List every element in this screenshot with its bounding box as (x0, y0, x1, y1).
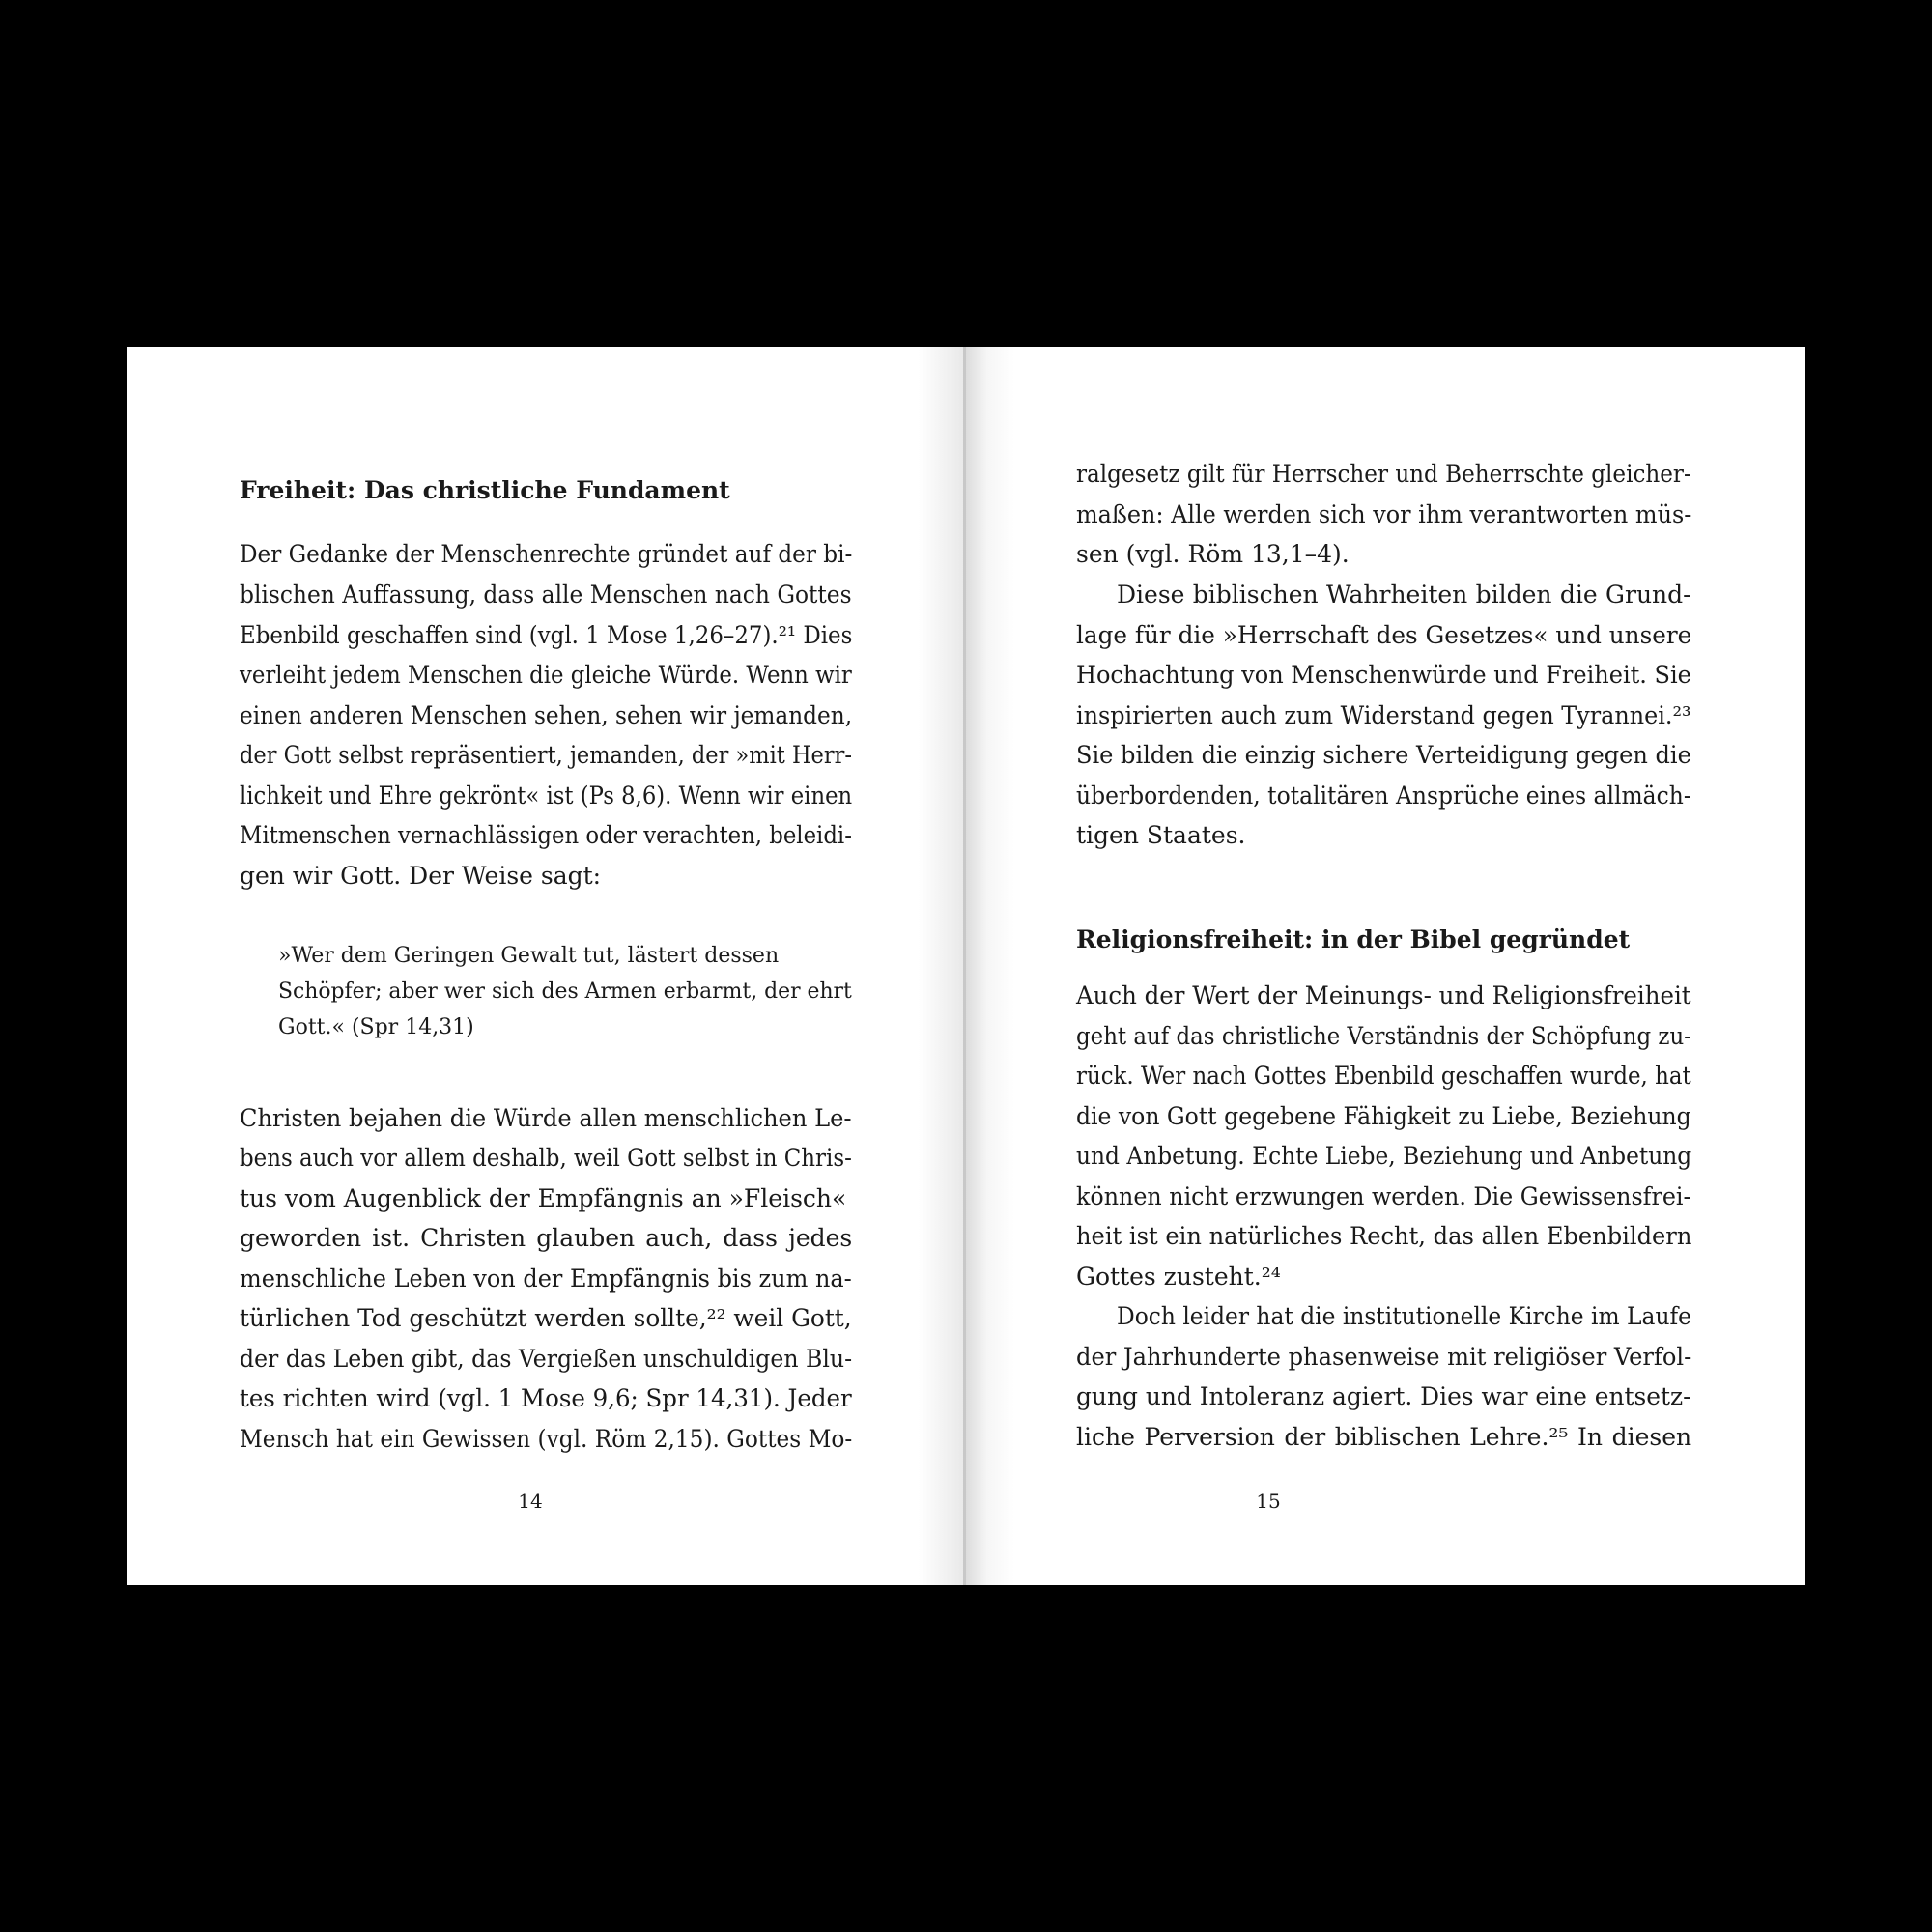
text-line: einen anderen Menschen sehen, sehen wir jemanden, (240, 701, 853, 729)
text-line: lichkeit und Ehre gekrönt« ist (Ps 8,6). Wenn wir einen (240, 781, 853, 810)
text-line: türlichen Tod geschützt werden sollte,²² weil Gott, (240, 1304, 852, 1332)
text-line: Hochachtung von Menschenwürde und Freiheit. Sie (1076, 661, 1691, 689)
text-line: maßen: Alle werden sich vor ihm verantworten müs- (1076, 500, 1692, 528)
section-heading: Freiheit: Das christliche Fundament (240, 476, 730, 504)
text-line: Mitmenschen vernachlässigen oder verachten, beleidi- (240, 821, 852, 849)
text-line: ralgesetz gilt für Herrscher und Beherrschte gleicher- (1076, 460, 1691, 488)
text-line: Auch der Wert der Meinungs- und Religionsfreiheit (1076, 981, 1691, 1009)
text-line: Der Gedanke der Menschenrechte gründet auf der bi- (240, 540, 853, 568)
text-line: tus vom Augenblick der Empfängnis an »Fleisch« (240, 1184, 847, 1212)
text-line: tes richten wird (vgl. 1 Mose 9,6; Spr 14,31). Jeder (240, 1384, 852, 1412)
text-line: geht auf das christliche Verständnis der Schöpfung zu- (1076, 1022, 1691, 1050)
quote-line: Gott.« (Spr 14,31) (278, 1015, 474, 1039)
text-line: lage für die »Herrschaft des Gesetzes« und unsere (1076, 621, 1692, 649)
left-page (127, 347, 963, 1585)
text-line: Gottes zusteht.²⁴ (1076, 1263, 1281, 1291)
text-line: gen wir Gott. Der Weise sagt: (240, 862, 602, 890)
text-line: gung und Intoleranz agiert. Dies war eine entsetz- (1076, 1382, 1691, 1410)
book-spread (127, 347, 1805, 1585)
text-line: Doch leider hat die institutionelle Kirche im Laufe (1117, 1302, 1691, 1330)
text-line: überbordenden, totalitären Ansprüche eines allmäch- (1076, 781, 1691, 810)
text-line: können nicht erzwungen werden. Die Gewissensfrei- (1076, 1182, 1691, 1210)
text-line: verleiht jedem Menschen die gleiche Würde. Wenn wir (240, 661, 852, 689)
text-line: der Gott selbst repräsentiert, jemanden, der »mit Herr- (240, 741, 852, 769)
text-line: und Anbetung. Echte Liebe, Beziehung und Anbetung (1076, 1142, 1692, 1170)
text-line: liche Perversion der biblischen Lehre.²⁵ In diesen (1076, 1423, 1692, 1451)
text-line: der Jahrhunderte phasenweise mit religiöser Verfol- (1076, 1343, 1692, 1371)
right-page (966, 347, 1805, 1585)
text-line: Mensch hat ein Gewissen (vgl. Röm 2,15). Gottes Mo- (240, 1425, 853, 1453)
text-line: geworden ist. Christen glauben auch, dass jedes (240, 1224, 853, 1252)
text-line: der das Leben gibt, das Vergießen unschuldigen Blu- (240, 1345, 853, 1373)
text-line: Christen bejahen die Würde allen menschlichen Le- (240, 1104, 852, 1132)
text-line: die von Gott gegebene Fähigkeit zu Liebe, Beziehung (1076, 1102, 1691, 1130)
text-line: Sie bilden die einzig sichere Verteidigung gegen die (1076, 741, 1691, 769)
text-line: blischen Auffassung, dass alle Menschen nach Gottes (240, 581, 852, 609)
page-number: 15 (1256, 1490, 1281, 1513)
quote-line: Schöpfer; aber wer sich des Armen erbarmt, der ehrt (278, 980, 852, 1004)
text-line: heit ist ein natürliches Recht, das allen Ebenbildern (1076, 1222, 1692, 1250)
text-line: Ebenbild geschaffen sind (vgl. 1 Mose 1,26–27).²¹ Dies (240, 621, 853, 649)
text-line: bens auch vor allem deshalb, weil Gott selbst in Chris- (240, 1144, 852, 1172)
text-line: rück. Wer nach Gottes Ebenbild geschaffen wurde, hat (1076, 1062, 1691, 1090)
text-line: tigen Staates. (1076, 821, 1246, 849)
text-line: Diese biblischen Wahrheiten bilden die Grund- (1117, 581, 1691, 609)
quote-line: »Wer dem Geringen Gewalt tut, lästert dessen (278, 944, 780, 968)
text-line: menschliche Leben von der Empfängnis bis zum na- (240, 1264, 852, 1293)
text-line: inspirierten auch zum Widerstand gegen Tyrannei.²³ (1076, 701, 1691, 729)
page-number: 14 (518, 1490, 543, 1513)
text-line: sen (vgl. Röm 13,1–4). (1076, 540, 1350, 568)
section-heading: Religionsfreiheit: in der Bibel gegründet (1076, 925, 1631, 953)
